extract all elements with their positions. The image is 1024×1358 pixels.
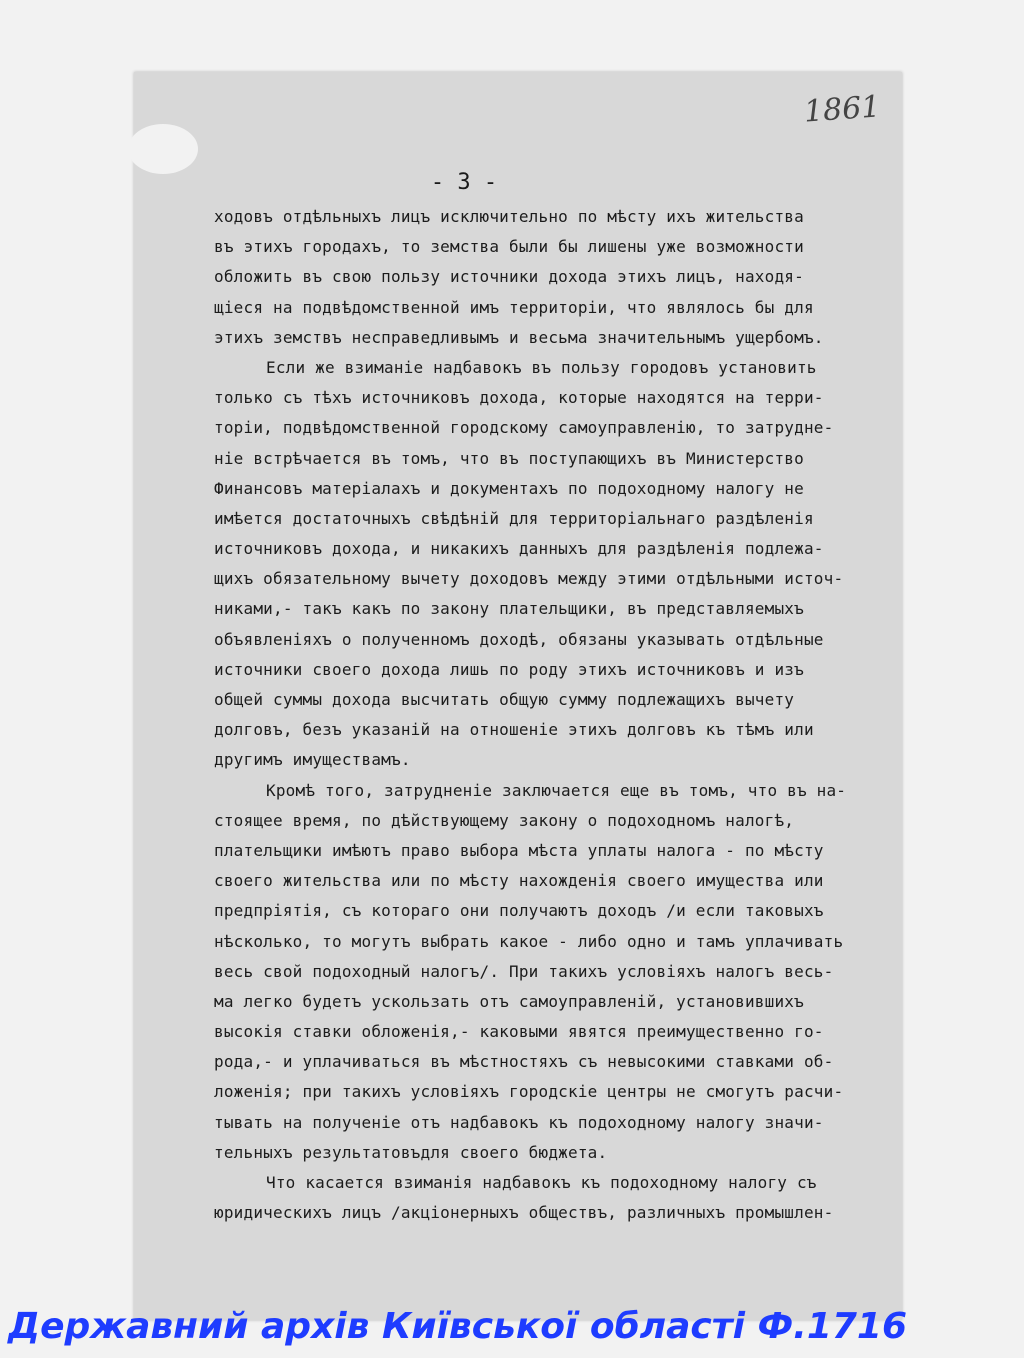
text-line: щихъ обязательному вычету доходовъ между этими отдѣльными источ- [214, 569, 844, 589]
text-line: этихъ земствъ несправедливымъ и весьма значительнымъ ущербомъ. [214, 327, 824, 347]
text-line: высокія ставки обложенія,- каковыми явятся преимущественно го- [214, 1022, 824, 1042]
text-line: плательщики имѣютъ право выбора мѣста уплаты налога - по мѣсту [214, 840, 824, 860]
text-line: юридическихъ лицъ /акціонерныхъ обществъ, различныхъ промышлен- [214, 1203, 834, 1223]
text-line: тывать на полученіе отъ надбавокъ къ подоходному налогу значи- [214, 1112, 824, 1132]
text-line: рода,- и уплачиваться въ мѣстностяхъ съ невысокими ставками об- [214, 1052, 834, 1072]
text-line: торіи, подвѣдомственной городскому самоуправленію, то затрудне- [214, 418, 834, 438]
page-number [0, 170, 1024, 195]
text-line: только съ тѣхъ источниковъ дохода, которые находятся на терри- [214, 388, 824, 408]
archive-watermark-label: Державний архів Київської області Ф.1716 [8, 1306, 908, 1347]
text-line: щіеся на подвѣдомственной имъ территоріи, что являлось бы для [214, 297, 814, 317]
text-line: никами,- такъ какъ по закону плательщики, въ представляемыхъ [214, 599, 804, 619]
text-line: ма легко будетъ ускользать отъ самоуправленій, установившихъ [214, 991, 804, 1011]
text-line: обложить въ свою пользу источники дохода этихъ лицъ, находя- [214, 267, 804, 287]
text-line: стоящее время, по дѣйствующему закону о подоходномъ налогѣ, [214, 810, 795, 830]
text-line: имѣется достаточныхъ свѣдѣній для территоріальнаго раздѣленія [214, 508, 814, 528]
text-line: источниковъ дохода, и никакихъ данныхъ для раздѣленія подлежа- [214, 539, 824, 559]
text-line: нѣсколько, то могутъ выбрать какое - либо одно и тамъ уплачивать [214, 931, 844, 951]
text-line: своего жительства или по мѣсту нахожденія своего имущества или [214, 871, 824, 891]
text-line: тельныхъ результатовъдля своего бюджета. [214, 1142, 608, 1162]
page-number-text: - 3 - [430, 170, 498, 195]
text-line: весь свой подоходный налогъ/. При такихъ условіяхъ налогъ весь- [214, 961, 834, 981]
text-line: источники своего дохода лишь по роду этихъ источниковъ и изъ [214, 659, 804, 679]
text-line: въ этихъ городахъ, то земства были бы лишены уже возможности [214, 237, 804, 257]
text-line: Кромѣ того, затрудненіе заключается еще въ томъ, что въ на- [266, 780, 847, 800]
text-line: другимъ имуществамъ. [214, 750, 411, 770]
text-line: ходовъ отдѣльныхъ лицъ исключительно по мѣсту ихъ жительства [214, 207, 804, 226]
text-line: долговъ, безъ указаній на отношеніе этихъ долговъ къ тѣмъ или [214, 720, 814, 740]
text-line: Если же взиманіе надбавокъ въ пользу городовъ установить [266, 357, 817, 377]
text-line: Финансовъ матеріалахъ и документахъ по подоходному налогу не [214, 478, 804, 498]
text-line: объявленіяхъ о полученномъ доходѣ, обязаны указывать отдѣльные [214, 629, 824, 649]
text-line: общей суммы дохода высчитать общую сумму подлежащихъ вычету [214, 690, 795, 709]
text-line: Что касается взиманія надбавокъ къ подоходному налогу съ [266, 1173, 817, 1192]
text-line: ложенія; при такихъ условіяхъ городскіе центры не смогутъ расчи- [214, 1082, 844, 1102]
document-body [214, 202, 884, 1228]
text-line: предпріятія, съ котораго они получаютъ доходъ /и если таковыхъ [214, 901, 824, 921]
text-line: ніе встрѣчается въ томъ, что въ поступающихъ въ Министерство [214, 448, 804, 468]
archive-folio-number: 1861 [802, 89, 882, 130]
